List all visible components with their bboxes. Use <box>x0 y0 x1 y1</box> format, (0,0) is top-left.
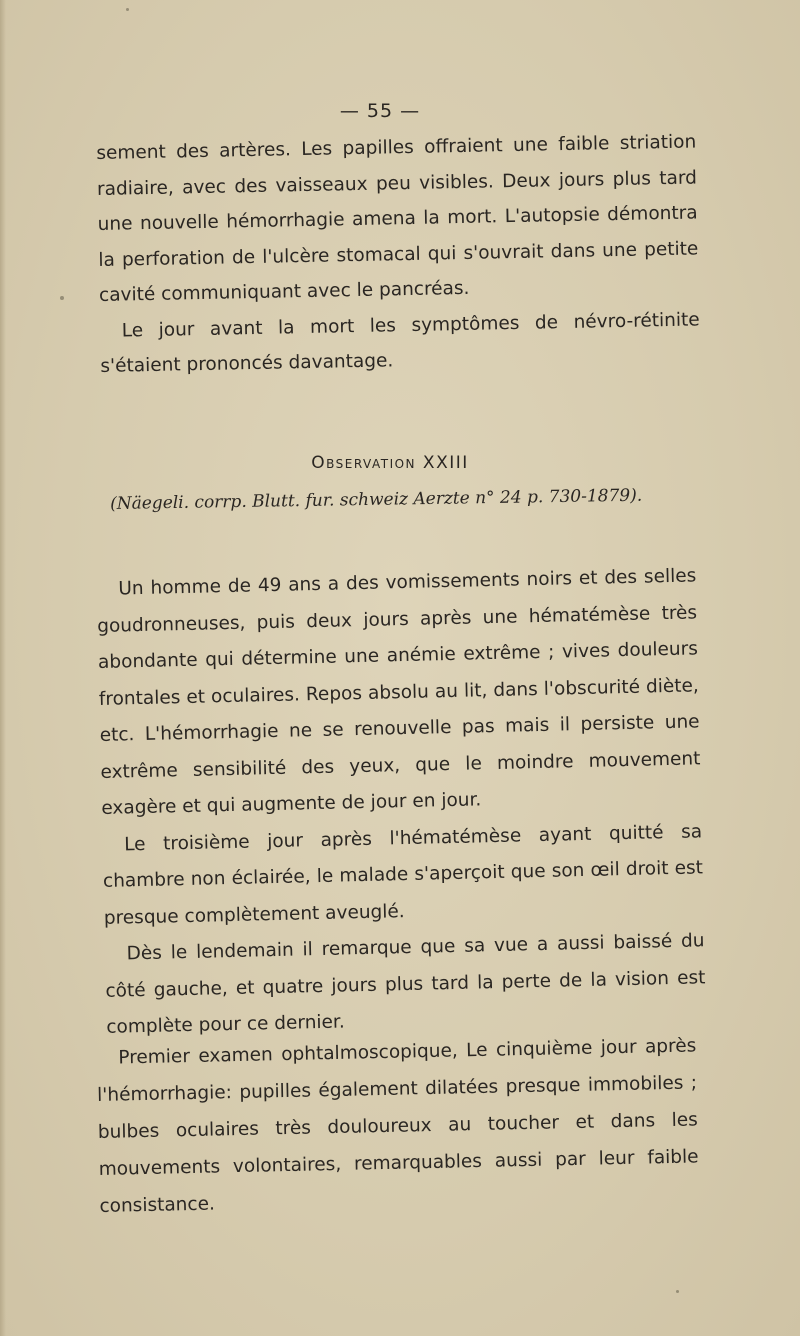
text-block-intro <box>96 124 701 384</box>
page-edge-shadow <box>0 0 6 1336</box>
paper-speck <box>60 296 64 300</box>
observation-reference: (Näegeli. corrp. Blutt. fur. schweiz Aerzte n° 24 p. 730-1879). <box>110 485 643 514</box>
paragraph: Premier examen ophtalmoscopique, Le cinquième jour après l'hémorrhagie: pupilles également dilatées presque immobiles ; bulbes oculaires très douloureux au toucher et dans les mouvements volontaires, remarquables aussi par leur faible consistance. <box>96 1035 699 1217</box>
paragraph: Le troisième jour après l'hématémèse ayant quitté sa chambre non éclairée, le malade s'aperçoit que son œil droit est presque complètement aveuglé. <box>102 820 704 929</box>
observation-title: Observation XXIII <box>311 453 469 473</box>
page-number: — 55 — <box>339 100 421 122</box>
paragraph: Un homme de 49 ans a des vomissements noirs et des selles goudronneuses, puis deux jours après une hématémèse très abondante qui détermine une anémie extrême ; vives douleurs frontales et oculaires. Repos absolu au lit, dans l'obscurité diète, etc. L'hémorrhagie ne se renouvelle pas mais il persiste une extrême sensibilité des yeux, que le moindre mouvement exagère et qui augmente de jour en jour. <box>96 565 701 819</box>
paragraph: Dès le lendemain il remarque que sa vue a aussi baissé du côté gauche, et quatre jours plus tard la perte de la vision est complète pour ce dernier. <box>105 930 706 1038</box>
text-block-case <box>96 558 707 1046</box>
paper-speck <box>676 1290 679 1293</box>
paper-speck <box>126 8 129 11</box>
text-block-exam <box>96 1027 700 1225</box>
paragraph: Le jour avant la mort les symptômes de névro-rétinite s'étaient prononcés davantage. <box>100 308 700 377</box>
paragraph: sement des artères. Les papilles offraient une faible striation radiaire, avec des vaisseaux peu visibles. Deux jours plus tard une nouvelle hémorrhagie amena la mort. L'autopsie démontra la perforation de l'ulcère stomacal qui s'ouvrait dans une petite cavité communiquant avec le pancréas. <box>96 131 699 306</box>
